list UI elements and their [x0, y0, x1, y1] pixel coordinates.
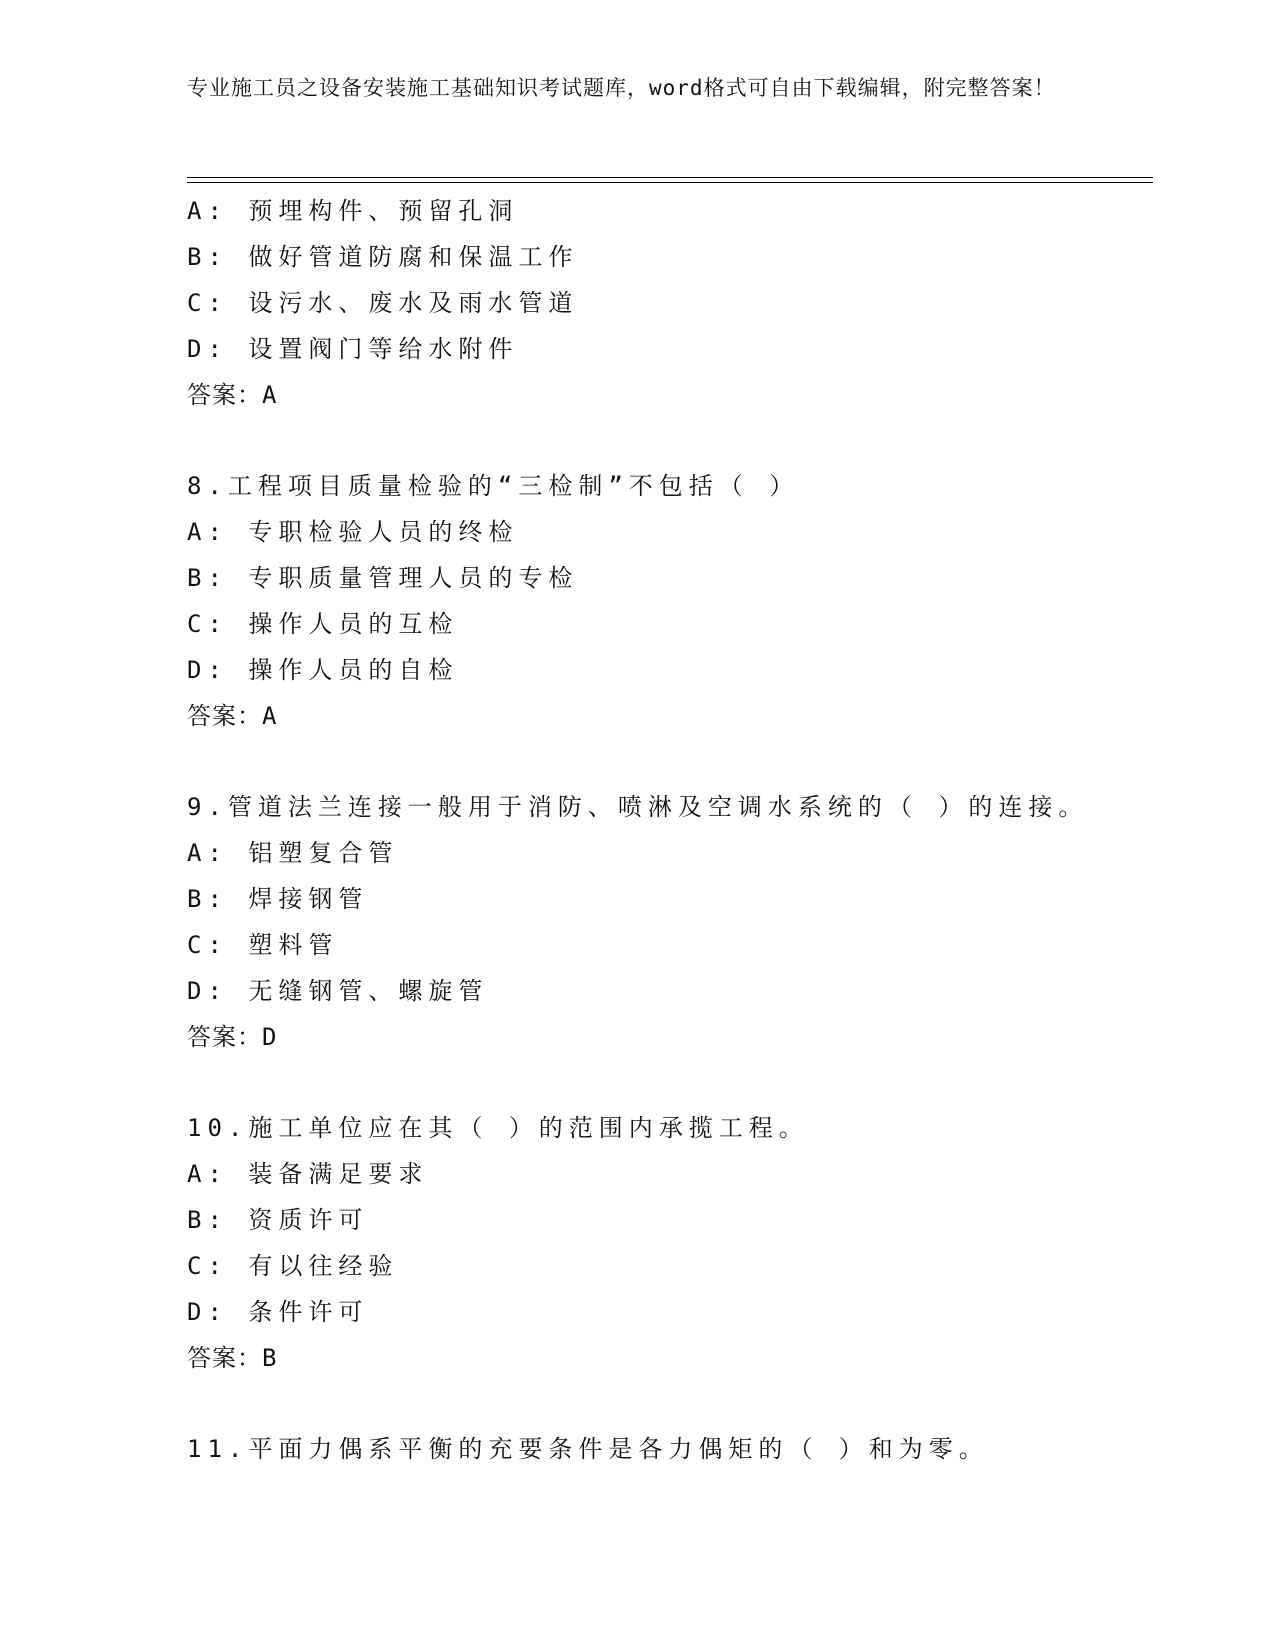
- option-b: B: 焊接钢管: [187, 885, 369, 913]
- option-a: A: 预埋构件、预留孔洞: [187, 197, 519, 225]
- option-c: C: 操作人员的互检: [187, 610, 459, 638]
- question-block-10: [187, 1105, 1153, 1381]
- spacer: [187, 1060, 1153, 1105]
- answer-line: 答案：D: [187, 1023, 278, 1051]
- header-rule-top: [187, 177, 1153, 178]
- option-c: C: 有以往经验: [187, 1252, 399, 1280]
- question-block-8: [187, 463, 1153, 739]
- option-d: D: 操作人员的自检: [187, 656, 459, 684]
- question-block-9: [187, 784, 1153, 1060]
- option-d: D: 无缝钢管、螺旋管: [187, 977, 489, 1005]
- option-d: D: 设置阀门等给水附件: [187, 335, 519, 363]
- spacer: [187, 418, 1153, 463]
- option-a: A: 铝塑复合管: [187, 839, 399, 867]
- question-text: 10.施工单位应在其（ ）的范围内承揽工程。: [187, 1114, 809, 1142]
- document-header: 专业施工员之设备安装施工基础知识考试题库，word格式可自由下载编辑，附完整答案！: [187, 76, 1056, 100]
- question-text: 11.平面力偶系平衡的充要条件是各力偶矩的（ ）和为零。: [187, 1435, 989, 1463]
- option-d: D: 条件许可: [187, 1298, 369, 1326]
- spacer: [187, 739, 1153, 784]
- question-text: 8.工程项目质量检验的“三检制”不包括（ ）: [187, 472, 800, 500]
- header-rule-bottom: [187, 182, 1153, 183]
- question-block-11: [187, 1426, 1153, 1472]
- answer-line: 答案：B: [187, 1344, 278, 1372]
- option-c: C: 塑料管: [187, 931, 339, 959]
- question-list: [187, 188, 1153, 1472]
- spacer: [187, 1381, 1153, 1426]
- question-block-continued: [187, 188, 1153, 418]
- answer-line: 答案：A: [187, 381, 278, 409]
- option-a: A: 专职检验人员的终检: [187, 518, 519, 546]
- option-a: A: 装备满足要求: [187, 1160, 429, 1188]
- option-b: B: 做好管道防腐和保温工作: [187, 243, 579, 271]
- option-c: C: 设污水、废水及雨水管道: [187, 289, 579, 317]
- option-b: B: 资质许可: [187, 1206, 369, 1234]
- answer-line: 答案：A: [187, 702, 278, 730]
- question-text: 9.管道法兰连接一般用于消防、喷淋及空调水系统的（ ）的连接。: [187, 793, 1089, 821]
- option-b: B: 专职质量管理人员的专检: [187, 564, 579, 592]
